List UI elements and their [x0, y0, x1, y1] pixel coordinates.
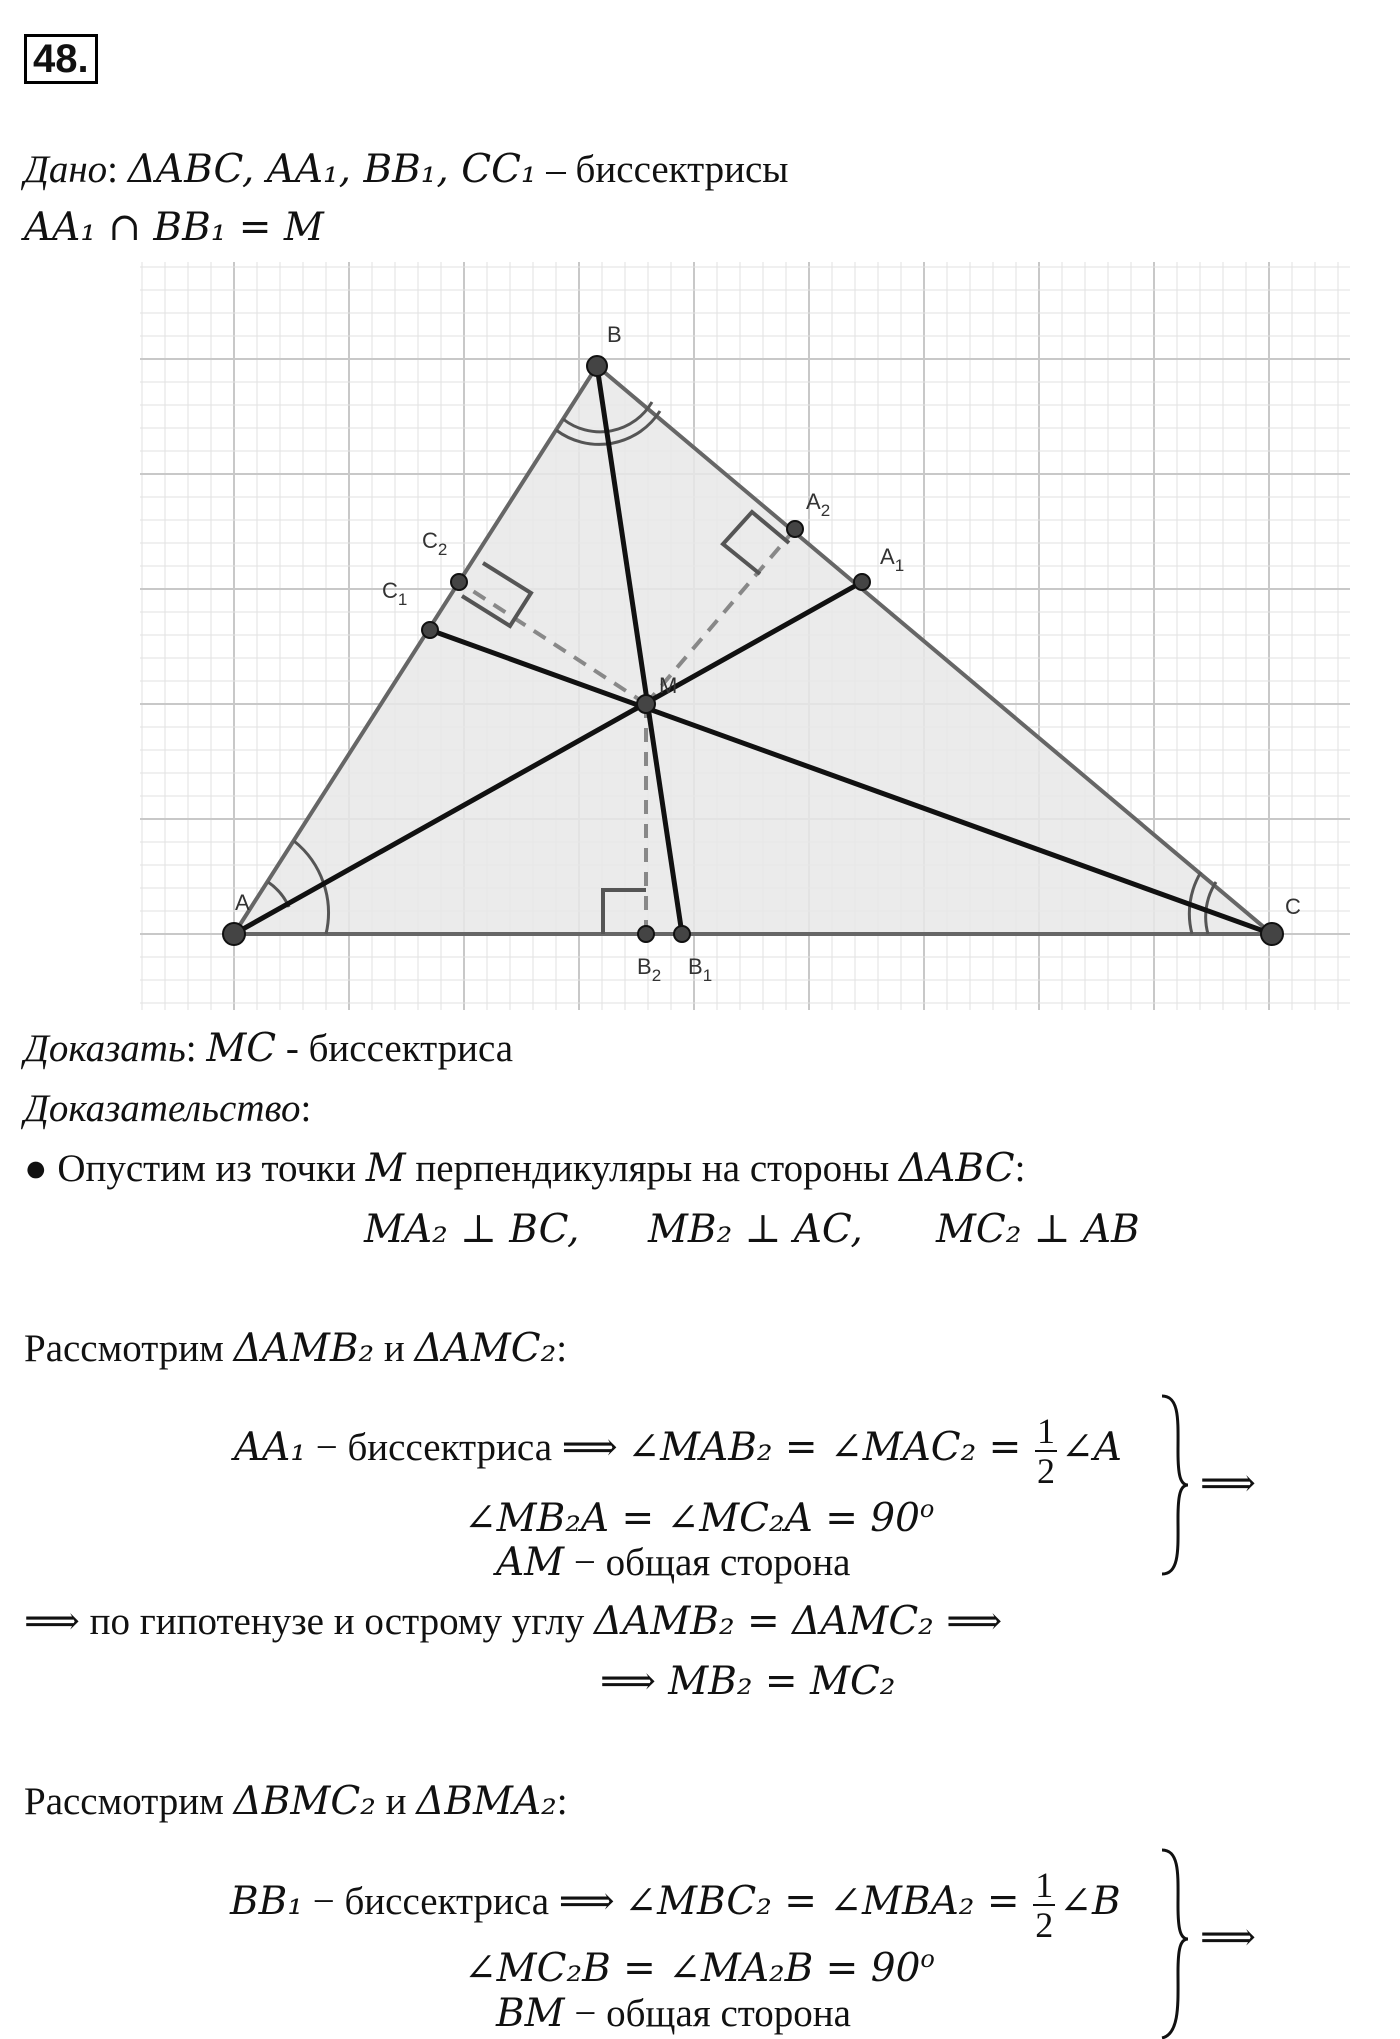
- block2-line2: [464, 1937, 935, 1991]
- block1-l3-math: AM: [496, 1540, 565, 1585]
- consider1-t2: ΔAMC₂: [414, 1326, 557, 1371]
- label-b1: $B_1$: [688, 954, 713, 985]
- problem-number: 48.: [24, 34, 98, 84]
- point-a: [223, 923, 245, 945]
- block1-frac-num: 1: [1037, 1411, 1056, 1451]
- consider2-prefix: Рассмотрим: [24, 1780, 234, 1823]
- block2-implies: ⟹: [1200, 1916, 1256, 1959]
- prove-text: - биссектриса: [276, 1027, 514, 1070]
- given-colon: :: [107, 148, 119, 191]
- consider2-t2: ΔBMA₂: [416, 1779, 557, 1824]
- point-b: [587, 356, 607, 376]
- label-a: A: [235, 890, 250, 915]
- block1-line3: [496, 1541, 851, 1585]
- step1-point: M: [365, 1146, 406, 1191]
- given-label: Дано: [24, 148, 108, 191]
- consider2-suffix: :: [556, 1780, 568, 1823]
- perp-1: MA₂ ⊥ BC,: [364, 1207, 580, 1252]
- conclusion1-math: ΔAMB₂ = ΔAMC₂ ⟹: [594, 1599, 1003, 1644]
- label-c: C: [1285, 894, 1301, 919]
- consider1-suffix: :: [556, 1327, 568, 1370]
- step1-text2: перпендикуляры на стороны: [405, 1147, 899, 1190]
- block2-brace: [1158, 1846, 1190, 2039]
- consider2-mid: и: [375, 1780, 417, 1823]
- block1-l2: ∠MB₂A = ∠MC₂A = 90: [464, 1496, 920, 1541]
- step1-text: Опустим из точки: [57, 1147, 366, 1190]
- block2-l3-text: − общая сторона: [564, 1992, 851, 2035]
- geometry-figure: [140, 262, 1350, 1010]
- block1-frac-den: 2: [1037, 1451, 1056, 1491]
- block1-l1-tail: ∠A: [1061, 1424, 1122, 1470]
- bullet: ●: [24, 1147, 58, 1190]
- block1-line2: [464, 1487, 934, 1541]
- block2-frac-den: 2: [1035, 1905, 1054, 1945]
- given-line-1: [24, 148, 789, 192]
- point-c: [1261, 923, 1283, 945]
- point-b1: [674, 926, 690, 942]
- block1-l1-text: − биссектриса ⟹: [305, 1425, 628, 1469]
- label-m: M: [659, 673, 678, 698]
- point-b2: [638, 926, 654, 942]
- block1-brace: [1158, 1392, 1190, 1578]
- block2-line1: [230, 1866, 1121, 1944]
- block1-fraction: [1035, 1412, 1057, 1490]
- given-math: ΔABC, AA₁, BB₁, CC₁: [127, 147, 537, 192]
- label-c2: $C_2$: [422, 528, 448, 559]
- point-m: [637, 695, 655, 713]
- conclusion1-pre: ⟹ по гипотенузе и острому углу: [24, 1600, 595, 1643]
- proof-label: Доказательство: [24, 1087, 301, 1130]
- label-c1: $C_1$: [382, 578, 408, 609]
- step1-colon: :: [1014, 1147, 1026, 1190]
- block1-l1-math: AA₁: [234, 1424, 306, 1470]
- block2-l1-angles: ∠MBC₂ = ∠MBA₂ =: [624, 1878, 1020, 1924]
- block2-frac-num: 1: [1035, 1865, 1054, 1905]
- block2-l2: ∠MC₂B = ∠MA₂B = 90: [464, 1946, 921, 1991]
- block2-l3-math: BM: [496, 1991, 565, 2036]
- label-a1: $A_1$: [880, 544, 905, 575]
- block1-l1-angles: ∠MAB₂ = ∠MAC₂ =: [627, 1424, 1022, 1470]
- block2-l2-sup: o: [920, 1945, 935, 1973]
- proof-colon: :: [300, 1087, 312, 1130]
- given-line-2: AA₁ ∩ BB₁ = M: [24, 205, 324, 250]
- label-b2: $B_2$: [637, 954, 662, 985]
- proof-header: [24, 1087, 311, 1131]
- point-a1: [854, 574, 870, 590]
- label-b: B: [607, 322, 622, 347]
- prove-line: [24, 1027, 513, 1071]
- prove-colon: :: [185, 1027, 197, 1070]
- consider1-t1: ΔAMB₂: [233, 1326, 375, 1371]
- block1-l2-sup: o: [919, 1495, 935, 1523]
- consider-1: [24, 1327, 567, 1371]
- block2-l1-math: BB₁: [230, 1878, 303, 1924]
- perp-3: MC₂ ⊥ AB: [936, 1207, 1140, 1252]
- proof-step-1: [24, 1147, 1025, 1191]
- label-a2: $A_2$: [806, 489, 831, 520]
- point-c2: [451, 574, 467, 590]
- conclusion-1-result: ⟹ MB₂ = MC₂: [600, 1659, 896, 1704]
- prove-math: MC: [206, 1026, 277, 1071]
- block2-l1-text: − биссектриса ⟹: [302, 1879, 625, 1923]
- block2-line3: [496, 1992, 851, 2036]
- prove-label: Доказать: [24, 1027, 186, 1070]
- consider1-prefix: Рассмотрим: [24, 1327, 234, 1370]
- given-text: – биссектрисы: [536, 148, 789, 191]
- block1-implies: ⟹: [1200, 1462, 1256, 1505]
- point-a2: [787, 521, 803, 537]
- perp-2: MB₂ ⊥ AC,: [648, 1207, 863, 1252]
- step1-triangle: ΔABC: [899, 1146, 1015, 1191]
- point-c1: [422, 622, 438, 638]
- block1-line1: [234, 1412, 1122, 1490]
- consider2-t1: ΔBMC₂: [233, 1779, 376, 1824]
- block2-l1-tail: ∠B: [1059, 1878, 1121, 1924]
- consider1-mid: и: [374, 1327, 415, 1370]
- consider-2: [24, 1780, 568, 1824]
- conclusion-1: [24, 1600, 1002, 1644]
- block1-l3-text: − общая сторона: [564, 1541, 851, 1584]
- block2-fraction: [1033, 1866, 1055, 1944]
